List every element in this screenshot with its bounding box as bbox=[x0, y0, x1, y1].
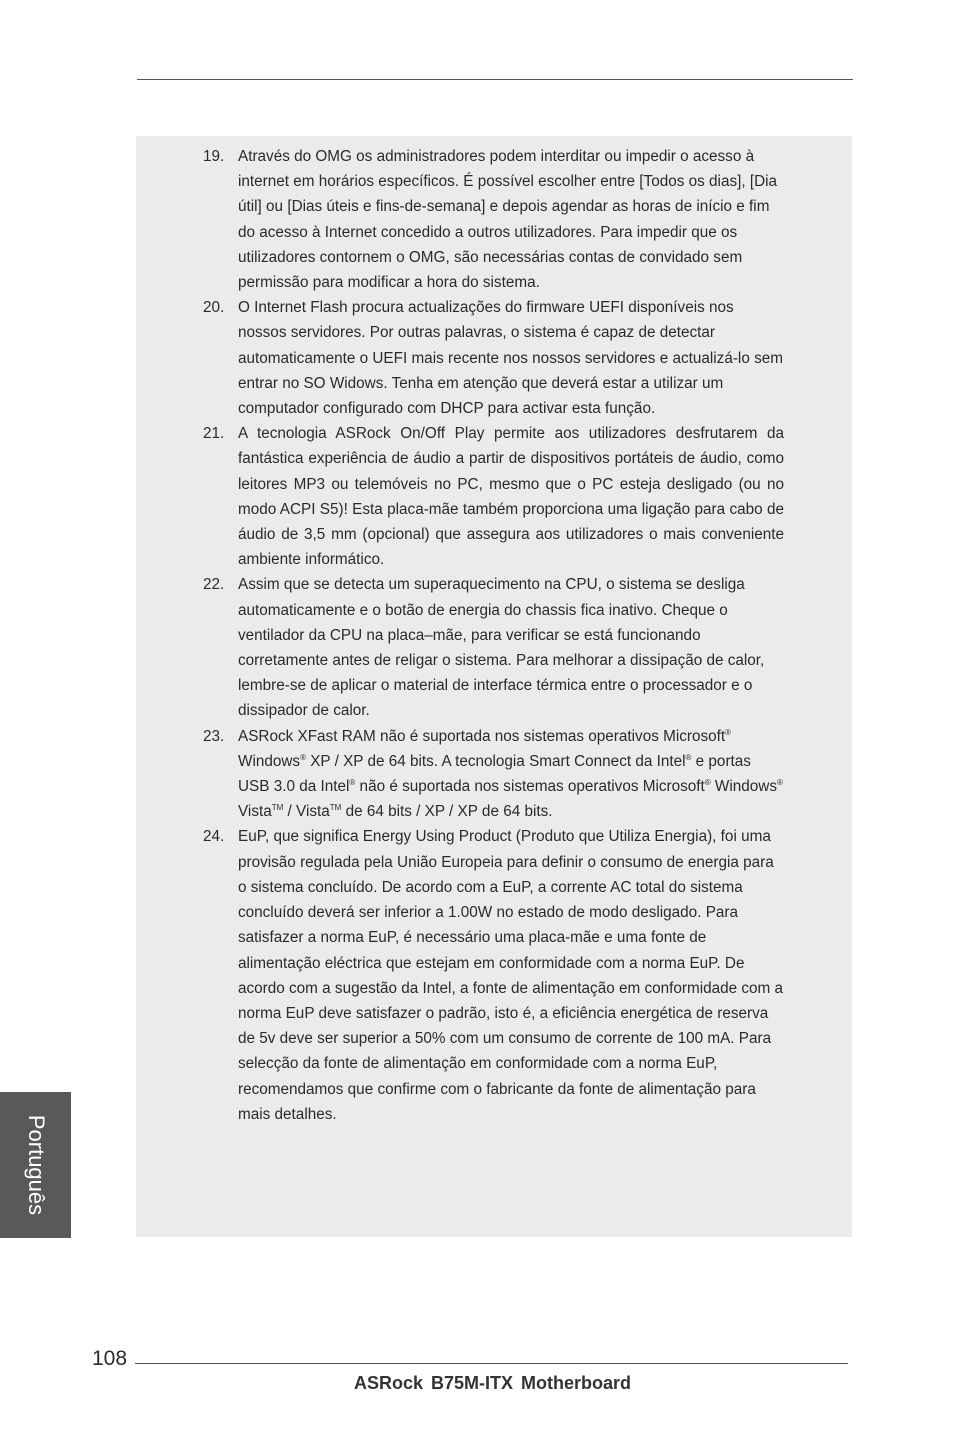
page-number: 108 bbox=[92, 1347, 128, 1370]
list-item-22 bbox=[203, 572, 784, 723]
item-number: 21. bbox=[203, 425, 225, 443]
item-text bbox=[238, 724, 784, 825]
header-rule bbox=[137, 79, 853, 80]
registered-mark: ® bbox=[777, 777, 783, 787]
text-segment: ASRock XFast RAM não é suportada nos sistemas operativos Microsoft bbox=[238, 727, 726, 745]
text-segment: Windows bbox=[238, 752, 301, 770]
item-number: 20. bbox=[203, 299, 225, 317]
text-segment: não é suportada nos sistemas operativos Microsoft bbox=[355, 778, 705, 796]
registered-mark: ® bbox=[725, 727, 732, 737]
registered-mark: ® bbox=[704, 777, 711, 787]
content-panel bbox=[136, 136, 852, 1237]
text-segment: Windows bbox=[710, 778, 777, 796]
registered-mark: ® bbox=[349, 777, 356, 787]
language-tab-label: Português bbox=[24, 1114, 49, 1216]
text-segment: XP / XP de 64 bits. A tecnologia Smart Connect da Intel bbox=[305, 752, 686, 770]
list-item-19 bbox=[203, 144, 784, 295]
item-number: 23. bbox=[203, 727, 225, 745]
feature-list bbox=[136, 144, 852, 1127]
footer-title: ASRock B75M-ITX Motherboard bbox=[354, 1373, 632, 1393]
item-number: 22. bbox=[203, 576, 225, 594]
text-segment: e portas USB 3.0 da Intel bbox=[238, 752, 751, 796]
list-item-24 bbox=[203, 824, 784, 1126]
list-item-21 bbox=[203, 421, 784, 572]
trademark-mark: TM bbox=[329, 803, 342, 813]
trademark-mark: TM bbox=[271, 803, 284, 813]
registered-mark: ® bbox=[685, 752, 692, 762]
text-segment: Vista bbox=[238, 803, 272, 821]
item-number: 19. bbox=[203, 148, 225, 165]
item-number: 24. bbox=[203, 828, 225, 846]
text-segment: / Vista bbox=[283, 803, 330, 821]
item-text: Assim que se detecta um superaquecimento na CPU, o sistema se desliga automaticamente e o botão de energia do chassis fica inativo. Cheque o ventilador da CPU na placa–mãe, para verificar se está funcionando corretamente antes de religar o sistema. Para melhorar a dissipação de calor, lembre-se de aplicar o material de interface térmica entre o processador e o dissipador de calor. bbox=[238, 576, 765, 720]
item-text: O Internet Flash procura actualizações do firmware UEFI disponíveis nos nossos servidores. Por outras palavras, o sistema é capaz de detectar automaticamente o UEFI mais recente nos nossos servidores e actualizá-lo sem entrar no SO Widows. Tenha em atenção que deverá estar a utilizar um computador configurado com DHCP para activar esta função. bbox=[238, 299, 783, 418]
list-item-20 bbox=[203, 295, 784, 421]
item-text: Através do OMG os administradores podem interditar ou impedir o acesso à internet em horários específicos. É possível escolher entre [Todos os dias], [Dia útil] ou [Dias úteis e fins-de-semana] e depois agendar as horas de início e fim do acesso à Internet concedido a outros utilizadores. Para impedir que os utilizadores contornem o OMG, são necessárias contas de convidado sem permissão para modificar a hora do sistema. bbox=[238, 148, 778, 292]
item-text: A tecnologia ASRock On/Off Play permite aos utilizadores desfrutarem da fantástica experiência de áudio a partir de dispositivos portáteis de áudio, como leitores MP3 ou telemóveis no PC, mesmo que o PC esteja desligado (ou no modo ACPI S5)! Esta placa-mãe também proporciona uma ligação para cabo de áudio de 3,5 mm (opcional) que assegura aos utilizadores o mais conveniente ambiente informático. bbox=[238, 425, 784, 569]
footer-rule bbox=[135, 1363, 848, 1364]
list-item-23 bbox=[203, 724, 784, 825]
text-segment: de 64 bits / XP / XP de 64 bits. bbox=[341, 803, 553, 821]
item-text: EuP, que significa Energy Using Product (Produto que Utiliza Energia), foi uma provisão regulada pela União Europeia para definir o consumo de energia para o sistema concluído. De acordo com a EuP, a corrente AC total do sistema concluído deverá ser inferior a 1.00W no estado de modo desligado. Para satisfazer a norma EuP, é necessário uma placa-mãe e uma fonte de alimentação eléctrica que estejam em conformidade com a norma EuP. De acordo com a sugestão da Intel, a fonte de alimentação em conformidade com a norma EuP deve satisfazer o padrão, isto é, a eficiência energética de reserva de 5v deve ser superior a 50% com um consumo de corrente de 100 mA. Para selecção da fonte de alimentação em conformidade com a norma EuP, recomendamos que confirme com o fabricante da fonte de alimentação para mais detalhes. bbox=[238, 828, 784, 1123]
registered-mark: ® bbox=[300, 752, 306, 762]
